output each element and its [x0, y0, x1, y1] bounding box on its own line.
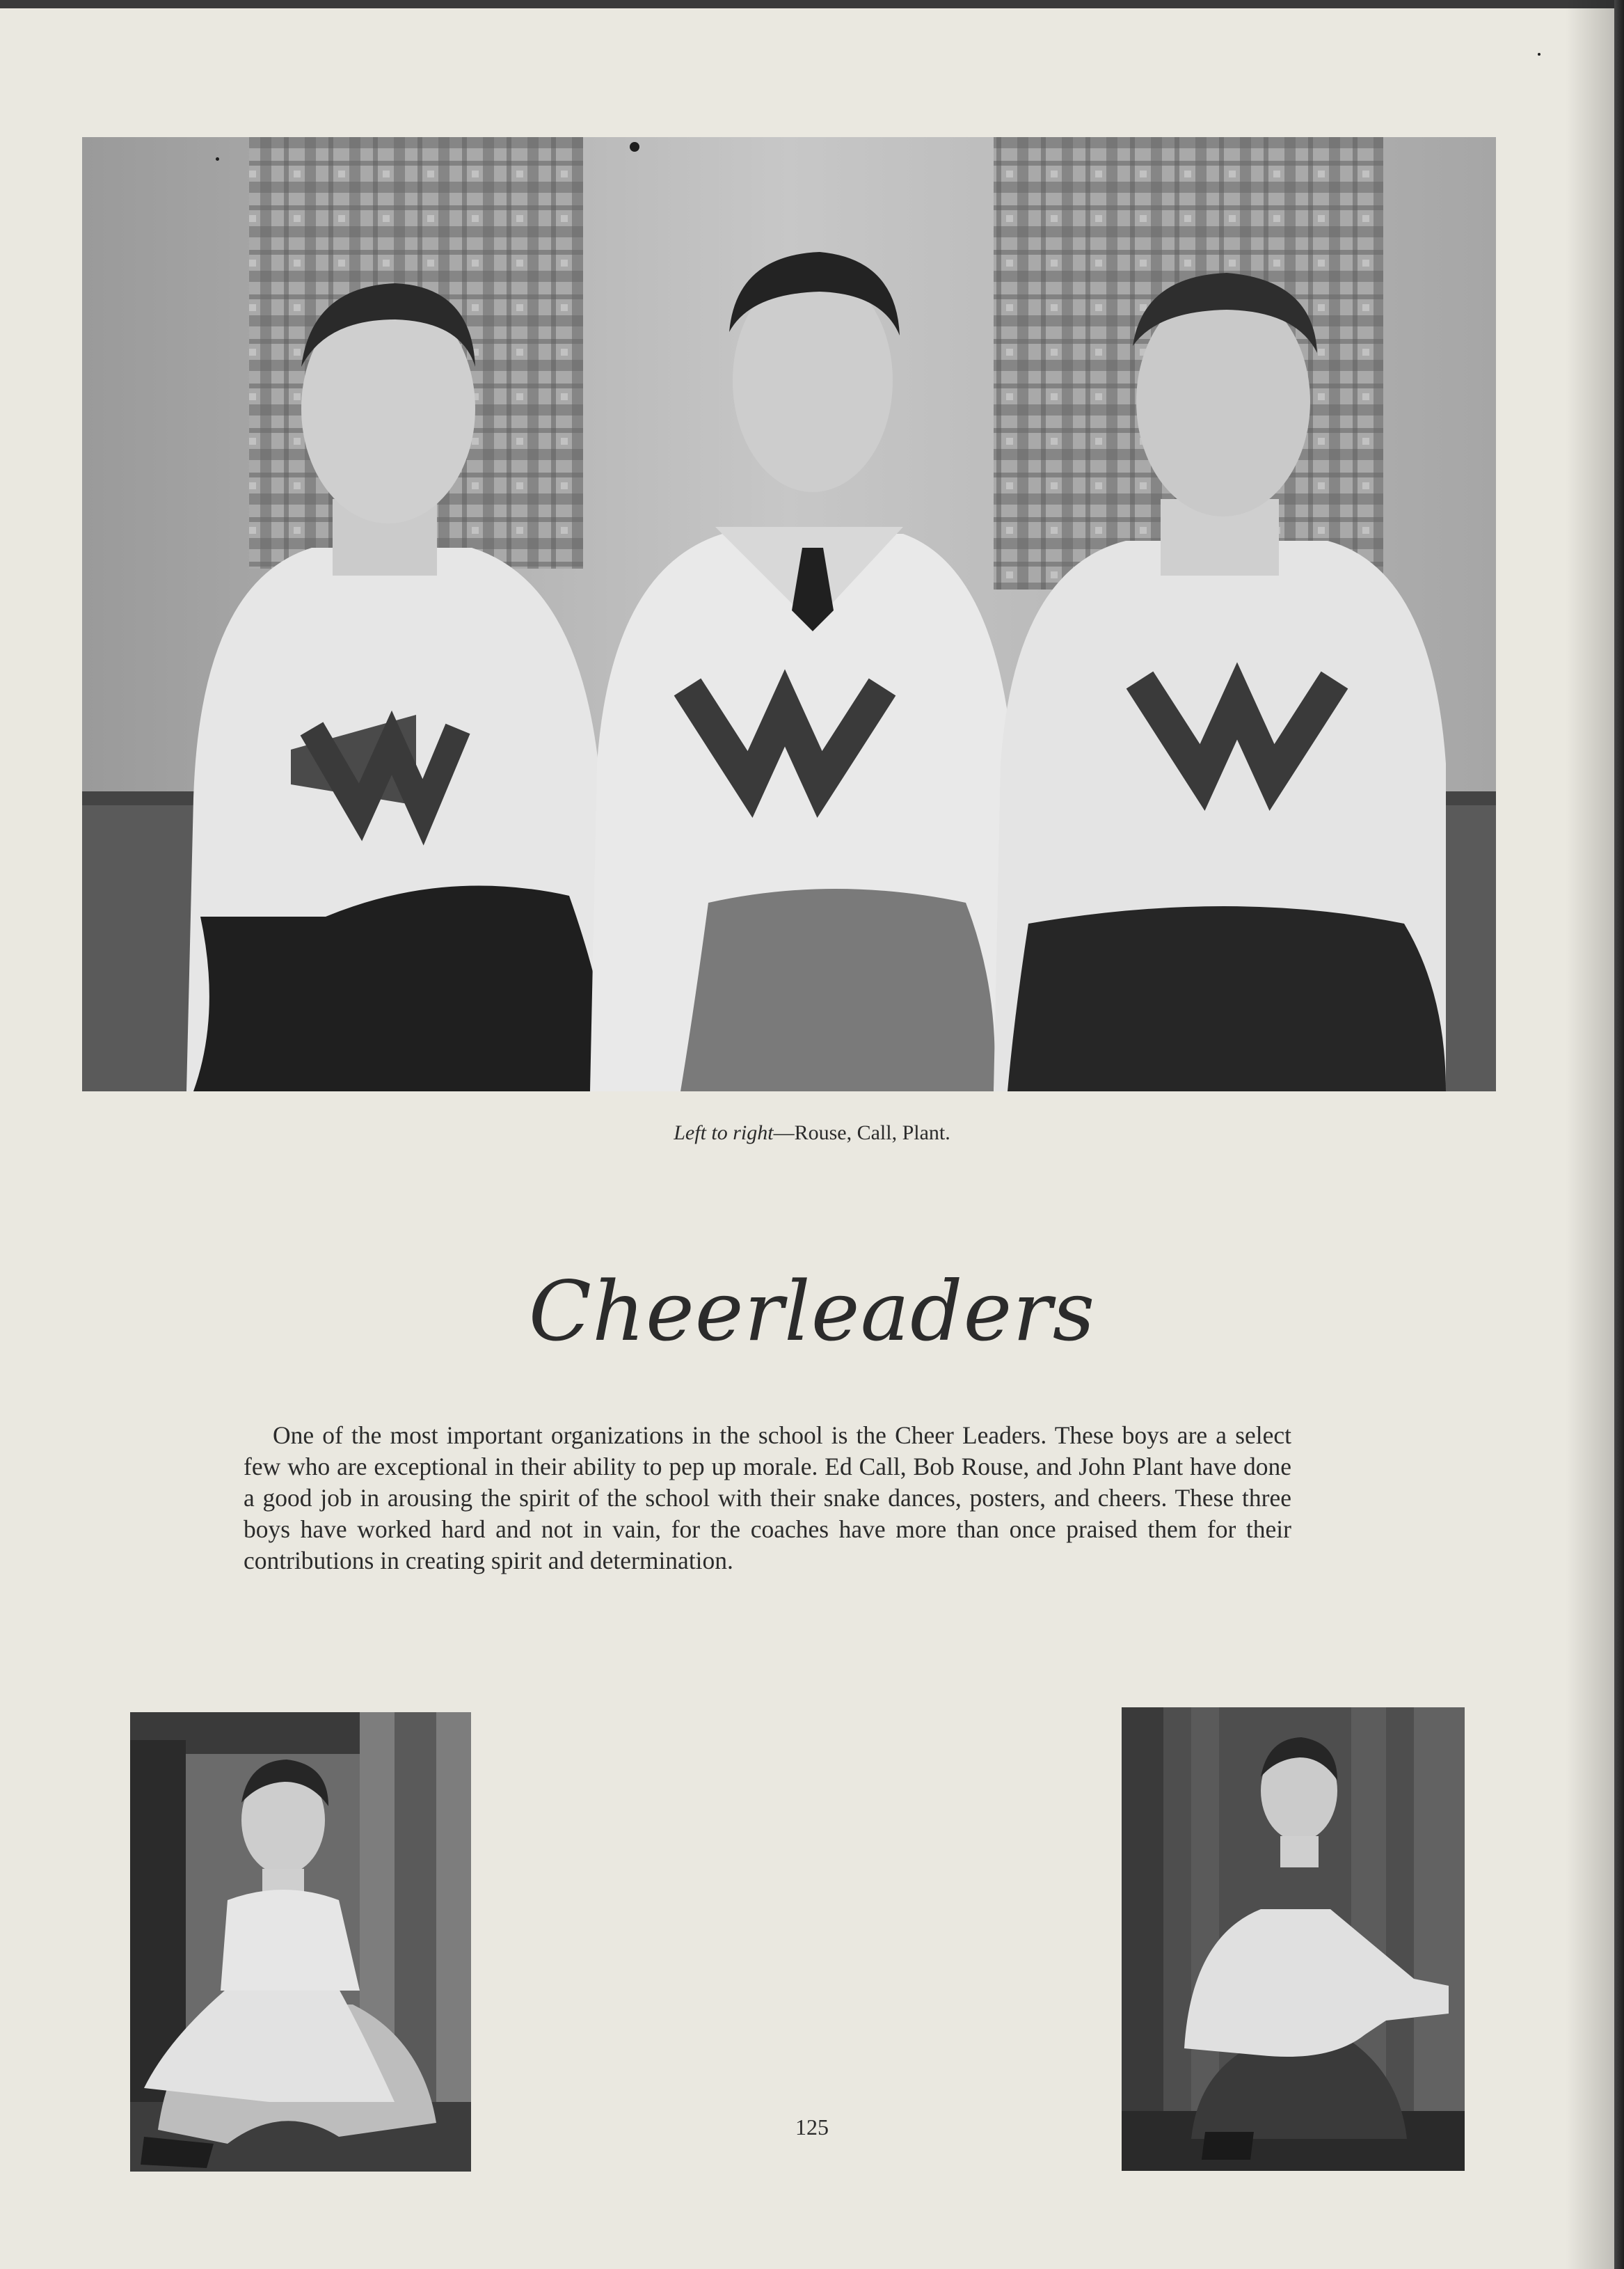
scan-speck	[216, 157, 219, 161]
page-number: 125	[795, 2114, 829, 2140]
body-paragraph: One of the most important organizations in the school is the Cheer Leaders. These boys are a select few who are exceptional in their ability to pep up morale. Ed Call, Bob Rouse, and John Plant have done a good job in arousing the spirit of the school with their snake dances, posters, and cheers. These three boys have worked hard and not in vain, for the coaches have more than once praised them for their contributions in creating spirit and determination.	[244, 1421, 1291, 1574]
right-portrait-photo	[1122, 1707, 1465, 2171]
group-photo-image	[82, 137, 1496, 1091]
left-portrait-image	[130, 1712, 471, 2172]
page-title: Cheerleaders	[528, 1263, 1096, 1359]
scan-speck	[630, 142, 639, 152]
group-photo	[82, 137, 1496, 1091]
caption-names: —Rouse, Call, Plant.	[773, 1121, 950, 1144]
right-portrait-image	[1122, 1707, 1465, 2171]
caption-italic: Left to right	[674, 1121, 774, 1144]
left-portrait-photo	[130, 1712, 471, 2172]
scan-speck	[1538, 53, 1541, 56]
photo-caption	[0, 1121, 1624, 1145]
scan-top-edge	[0, 0, 1624, 8]
